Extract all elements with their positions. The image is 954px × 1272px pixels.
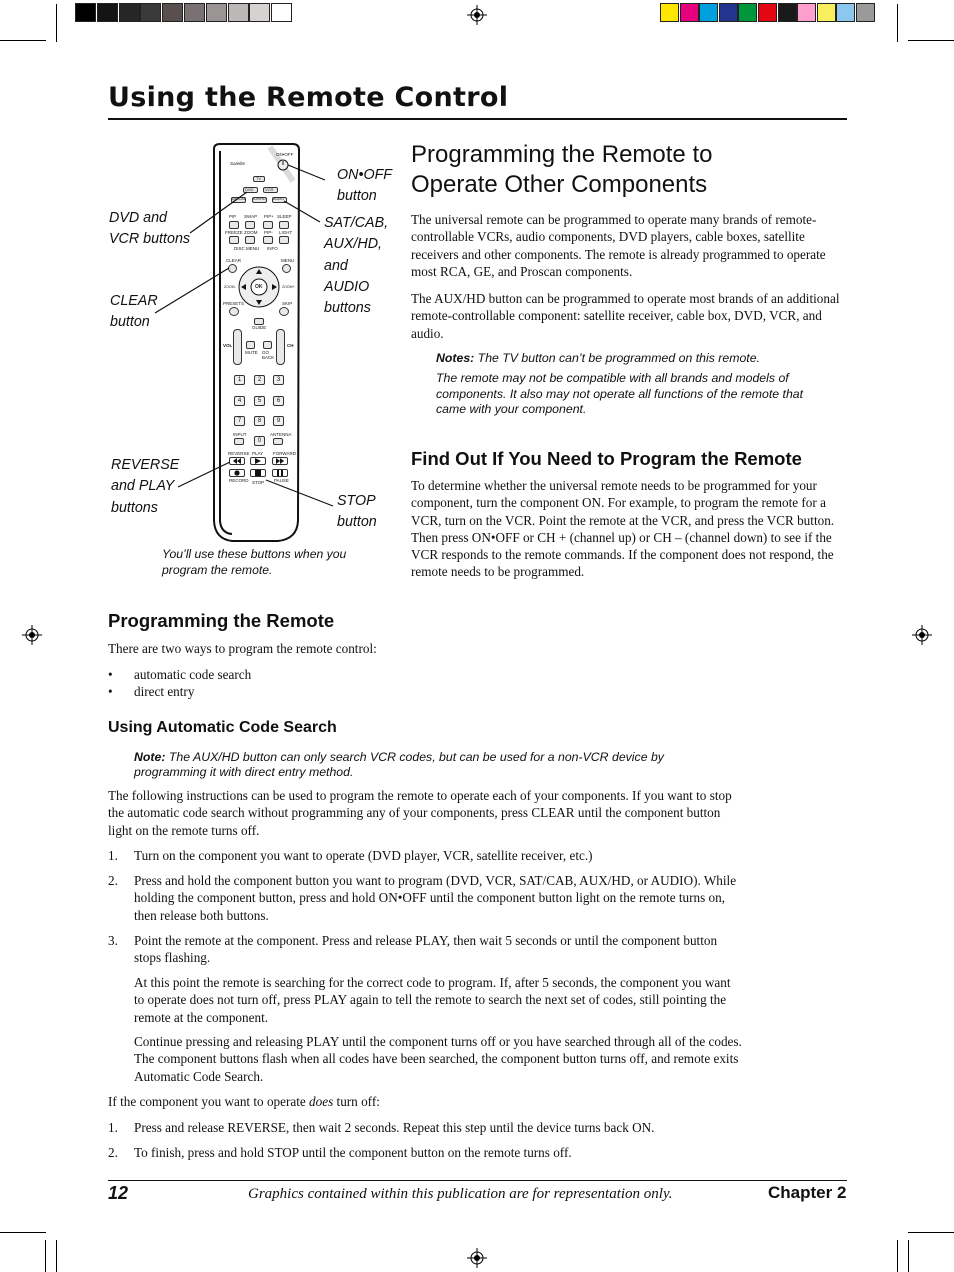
step-text: To finish, press and hold STOP until the component button on the remote turns off. — [134, 1145, 572, 1160]
note-label: Note: — [134, 750, 166, 764]
disc-menu-label: DISC MENU — [234, 246, 260, 251]
remote-on-off-label: ON•OFF — [276, 152, 294, 157]
bullet-icon: • — [108, 667, 113, 682]
sleep-label: SLEEP — [277, 214, 292, 219]
main-paragraph: The universal remote can be programmed to operate many brands of remote-controllable VCRs, audio components, DVD players, cable boxes, satellite receivers and other components. The remote is already programmed to operate most RCA, GE, and Proscan components. — [411, 212, 826, 279]
pause-label: PAUSE — [274, 478, 289, 483]
bullet-list — [108, 666, 508, 701]
step-text: Press and release REVERSE, then wait 2 seconds. Repeat this step until the device turns back ON. — [134, 1120, 655, 1135]
digit-button-1[interactable]: 1 — [234, 375, 245, 385]
vol-label: VOL — [223, 343, 233, 348]
reverse-label: REVERSE — [228, 451, 250, 456]
callout-sat-cab: SAT/CAB, AUX/HD, and AUDIO buttons — [324, 215, 389, 317]
digit-button-9[interactable]: 9 — [273, 416, 284, 426]
crop-mark — [897, 1240, 898, 1272]
remote-brand-logo: Satelite — [230, 161, 246, 166]
condition-emphasis: does — [309, 1094, 334, 1109]
notes-block — [436, 351, 826, 417]
section-heading: Programming the Remote to Operate Other Components — [411, 141, 713, 198]
callout-stop: STOP button — [337, 493, 377, 531]
digit-button-2[interactable]: 2 — [254, 375, 265, 385]
digit-button-3[interactable]: 3 — [273, 375, 284, 385]
registration-mark-icon — [912, 625, 932, 645]
digit-button-7[interactable]: 7 — [234, 416, 245, 426]
callout-dvd-vcr: DVD and VCR buttons — [109, 210, 191, 248]
step-text: Press and hold the component button you want to program (DVD, VCR, SAT/CAB, AUX/HD, or AUDIO). While holding the component button, press and hold ON•OFF until the component button light on the remote turns on, then release both buttons. — [134, 873, 737, 923]
list-item — [108, 683, 508, 700]
crop-mark — [908, 1240, 909, 1272]
figure-caption: You’ll use these buttons when you program the remote. — [162, 547, 347, 577]
light-label: LIGHT — [279, 230, 293, 235]
freeze-label: FREEZE — [225, 230, 243, 235]
notes-label: Notes: — [436, 351, 475, 365]
pip-ch-label: PIP+ — [264, 214, 274, 219]
zoom-plus-label: ZOOM+ — [282, 285, 295, 289]
sat-cab-label: SAT•CAB — [231, 197, 246, 201]
page-title: Using the Remote Control — [108, 82, 509, 113]
stop-label: STOP — [252, 480, 265, 485]
step-detail: At this point the remote is searching for the correct code to program. If, after 5 seconds, the component you want to operate does not turn off, press PLAY again to tell the remote to search the next set of codes, still pointing the remote at the component. — [134, 975, 731, 1025]
record-label: RECORD — [229, 478, 249, 483]
subsection-heading: Using Automatic Code Search — [108, 719, 337, 736]
registration-mark-icon — [467, 1248, 487, 1268]
callout-clear: CLEAR button — [110, 293, 158, 331]
step-text: Turn on the component you want to operate (DVD player, VCR, satellite receiver, etc.) — [134, 848, 593, 863]
main-paragraph: The AUX/HD button can be programmed to operate most brands of an additional remote-controllable component: satellite receiver, cable box, DVD, VCR, and audio. — [411, 291, 840, 341]
step-number: 2. — [108, 1145, 118, 1160]
play-label: PLAY — [252, 451, 264, 456]
digit-button-0[interactable]: 0 — [254, 436, 265, 446]
note-text: The AUX/HD button can only search VCR codes, but can be used for a non-VCR device by programming it with direct entry method. — [134, 750, 664, 780]
zoom-minus-label: ZOOM- — [224, 285, 236, 289]
guide-label: GUIDE — [252, 325, 267, 330]
step-number: 3. — [108, 933, 118, 948]
main-paragraph: To determine whether the universal remote needs to be programmed for your component, turn the component ON. For example, to program the remote for a VCR, turn on the VCR. Point the remote at the VCR, and press the VCR button. Then press ON•OFF or CH + (channel up) or CH – (channel down) to see if the VCR responds to the remote commands. If the component does not respond, the remote needs to be programmed. — [411, 478, 835, 580]
clear-label: CLEAR — [226, 258, 242, 263]
info-label: INFO — [267, 246, 278, 251]
audio-label: AUDIO — [273, 197, 285, 201]
aux-hd-label: AUX•HD — [252, 197, 266, 201]
swap-label: SWAP — [244, 214, 258, 219]
list-item-text: direct entry — [134, 684, 195, 700]
forward-label: FORWARD — [273, 451, 296, 456]
skip-label: SKIP — [282, 301, 293, 306]
crop-mark — [56, 1240, 57, 1272]
crop-mark — [908, 1232, 954, 1233]
chapter-label: Chapter 2 — [768, 1183, 847, 1202]
digit-button-6[interactable]: 6 — [273, 396, 284, 406]
notes-line — [436, 351, 826, 366]
input-label: INPUT — [233, 432, 247, 437]
instructions-paragraph: The following instructions can be used to program the remote to operate each of your components. If you want to stop the automatic code search without programming any of your components, press CLEAR until the component button light on the remote turns off. — [108, 788, 732, 838]
pip-label: PIP — [229, 214, 237, 219]
step-number: 1. — [108, 1120, 118, 1135]
condition-paragraph — [108, 1093, 708, 1110]
step-number: 2. — [108, 873, 118, 888]
presets-label: PRESETS — [223, 301, 245, 306]
digit-button-4[interactable]: 4 — [234, 396, 245, 406]
subsection-heading: Programming the Remote — [108, 610, 335, 631]
subsection-heading: Find Out If You Need to Program the Remote — [411, 448, 802, 469]
callout-reverse-play: REVERSE and PLAY buttons — [111, 457, 180, 516]
step-text: Point the remote at the component. Press and release PLAY, then wait 5 seconds or until the component button stops flashing. — [134, 933, 718, 966]
footer-disclaimer: Graphics contained within this publication are for representation only. — [248, 1186, 673, 1202]
step-number: 1. — [108, 848, 118, 863]
antenna-label: ANTENNA — [270, 432, 292, 437]
zoom-label: ZOOM — [244, 230, 258, 235]
page-number: 12 — [108, 1183, 129, 1203]
callout-on-off: ON•OFF button — [337, 167, 392, 205]
dvd-label: DVD — [245, 187, 254, 192]
registration-mark-icon — [22, 625, 42, 645]
bullet-icon: • — [108, 684, 113, 700]
note-block — [134, 750, 734, 781]
step-detail: Continue pressing and releasing PLAY until the component turns off or you have searched through all of the codes. The component buttons flash when all codes have been searched, the component button turns off, and remote exits Automatic Code Search. — [134, 1034, 742, 1084]
ch-label: CH — [287, 343, 294, 348]
go-back-label: GO BACK — [262, 350, 275, 360]
condition-text: If the component you want to operate — [108, 1094, 310, 1109]
crop-mark — [0, 1232, 46, 1233]
mute-label: MUTE — [245, 350, 258, 355]
list-item-text: automatic code search — [134, 667, 252, 682]
list-item — [108, 666, 508, 683]
notes-text: The remote may not be compatible with all brands and models of components. It also may not operate all functions of the remote that came with your component. — [436, 371, 804, 416]
condition-text: turn off: — [333, 1094, 380, 1109]
digit-button-5[interactable]: 5 — [254, 396, 265, 406]
digit-button-8[interactable]: 8 — [254, 416, 265, 426]
vcr-label: VCR — [265, 187, 274, 192]
ok-label: OK — [255, 284, 263, 290]
footer-rule — [108, 1180, 847, 1181]
menu-label: MENU — [281, 258, 295, 263]
pip-minus-label: PIP- — [264, 230, 273, 235]
notes-text: The TV button can’t be programmed on this remote. — [474, 351, 760, 365]
intro-paragraph: There are two ways to program the remote control: — [108, 641, 377, 656]
tv-label: TV — [256, 176, 262, 181]
crop-mark — [45, 1240, 46, 1272]
